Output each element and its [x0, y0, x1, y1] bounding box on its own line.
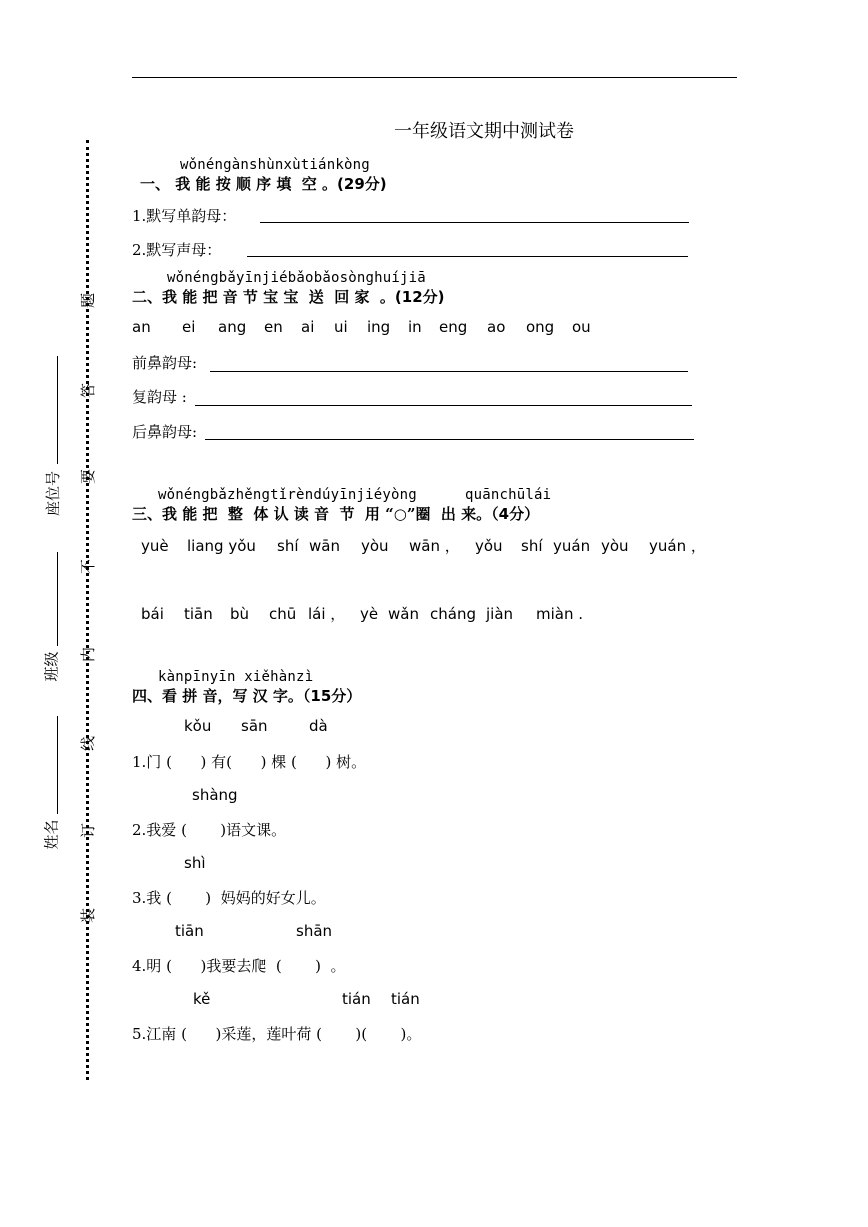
- section2-row2-answer-line[interactable]: [195, 386, 692, 406]
- syllable: eng: [439, 318, 468, 336]
- seat-number-line: [57, 356, 58, 464]
- section2-row2-label: 复韵母 :: [132, 388, 187, 406]
- item1-sentence[interactable]: 1.门 ( ) 有( ) 棵 ( ) 树。: [132, 753, 367, 771]
- item4-pinyin-1: tiān: [175, 922, 204, 940]
- pinyin-word[interactable]: cháng: [430, 605, 476, 623]
- pinyin-word[interactable]: shí: [521, 537, 543, 555]
- binding-char-4: 不: [79, 558, 98, 575]
- item2-sentence[interactable]: 2.我爱 ( )语文课。: [132, 821, 287, 839]
- section4-heading-text: 看 拼 音，写 汉 字。: [162, 687, 303, 705]
- item1-pinyin-3: dà: [309, 717, 328, 735]
- binding-char-3: 要: [79, 468, 98, 485]
- header-rule: [132, 77, 737, 78]
- binding-char-5: 内: [79, 646, 98, 663]
- syllable: en: [264, 318, 283, 336]
- section1-heading-prefix: 一、: [140, 175, 171, 193]
- section3-heading-score: （4分）: [491, 505, 540, 523]
- pinyin-word[interactable]: wǎn: [388, 605, 419, 623]
- item1-pinyin: [184, 717, 328, 735]
- section1-heading: [140, 173, 387, 194]
- section2-row1-label: 前鼻韵母:: [132, 354, 198, 372]
- section3-heading: [132, 503, 539, 524]
- binding-char-6: 线: [79, 735, 98, 752]
- pinyin-word[interactable]: yè: [360, 605, 379, 623]
- section3-heading-prefix: 三、: [132, 505, 163, 523]
- item5-sentence[interactable]: 5.江南 ( )采莲，莲叶荷 ( )( )。: [132, 1025, 422, 1043]
- syllable: ei: [182, 318, 196, 336]
- item3-sentence[interactable]: 3.我 ( ) 妈妈的好女儿。: [132, 889, 326, 907]
- binding-dotted-line: [86, 140, 89, 1080]
- section2-syllables: [132, 318, 591, 336]
- section2-row3-label: 后鼻韵母:: [132, 423, 198, 441]
- class-label: 班级: [42, 651, 61, 682]
- pinyin-word[interactable]: yuán ，: [649, 537, 706, 555]
- section1-q2: [132, 239, 221, 260]
- section2-row3-answer-line[interactable]: [205, 420, 694, 440]
- pinyin-word[interactable]: yòu: [361, 537, 389, 555]
- section1-heading-score: (29分): [337, 175, 387, 193]
- section4-heading: [132, 685, 361, 706]
- section2-row1-answer-line[interactable]: [210, 352, 688, 372]
- section1-q2-answer-line[interactable]: [247, 238, 688, 257]
- syllable: in: [408, 318, 422, 336]
- syllable: ui: [334, 318, 348, 336]
- pinyin-word[interactable]: tiān: [184, 605, 213, 623]
- binding-char-8: 装: [79, 907, 98, 924]
- section2-heading-text: 我 能 把 音 节 宝 宝 送 回 家 。: [162, 288, 395, 306]
- binding-char-2: 答: [79, 382, 98, 399]
- item5-pinyin: [193, 990, 420, 1008]
- item5-pinyin-1: kě: [193, 990, 211, 1008]
- page-title: 一年级语文期中测试卷: [394, 121, 574, 142]
- section2-pinyin: wǒnéngbǎyīnjiébǎobǎosònghuíjiā: [167, 270, 426, 286]
- class-line: [57, 552, 58, 646]
- section2-heading: [132, 286, 445, 307]
- pinyin-word[interactable]: lái ，: [308, 605, 346, 623]
- item3-pinyin: shì: [184, 854, 206, 872]
- syllable: ai: [301, 318, 315, 336]
- pinyin-word[interactable]: chū: [269, 605, 297, 623]
- section1-q1: [132, 205, 236, 226]
- seat-number-label: 座位号: [44, 470, 63, 517]
- pinyin-word[interactable]: yòu: [601, 537, 629, 555]
- pinyin-word[interactable]: yuè: [141, 537, 169, 555]
- pinyin-word[interactable]: wān ，: [409, 537, 460, 555]
- item5-pinyin-2: tián: [342, 990, 371, 1008]
- syllable: ao: [487, 318, 506, 336]
- section3-pinyin-a: wǒnéngbǎzhěngtǐrèndúyīnjiéyòng: [158, 487, 417, 503]
- pinyin-word[interactable]: wān: [309, 537, 340, 555]
- syllable: ing: [367, 318, 391, 336]
- item1-pinyin-1: kǒu: [184, 717, 212, 735]
- pinyin-word[interactable]: yuán: [553, 537, 591, 555]
- section1-q1-answer-line[interactable]: [260, 204, 689, 223]
- binding-char-1: 题: [79, 292, 98, 309]
- section1-heading-text: 我 能 按 顺 序 填 空 。: [175, 175, 338, 193]
- section3-line2: [141, 603, 583, 624]
- pinyin-word[interactable]: shí: [277, 537, 299, 555]
- item4-sentence[interactable]: 4.明 ( )我要去爬 ( ) 。: [132, 957, 346, 975]
- section1-q1-label: 1.默写单韵母：: [132, 207, 237, 225]
- pinyin-word[interactable]: yǒu: [475, 537, 503, 555]
- section2-heading-prefix: 二、: [132, 288, 163, 306]
- name-line: [57, 716, 58, 814]
- syllable: ou: [572, 318, 591, 336]
- section1-pinyin: wǒnéngànshùnxùtiánkòng: [180, 157, 370, 173]
- pinyin-word[interactable]: bù: [230, 605, 250, 623]
- pinyin-word[interactable]: bái: [141, 605, 164, 623]
- item4-pinyin-2: shān: [296, 922, 333, 940]
- section4-pinyin: kànpīnyīn xiěhànzì: [158, 669, 314, 685]
- section3-line1: [141, 535, 706, 556]
- syllable: ong: [526, 318, 555, 336]
- section3-heading-text: 我 能 把 整 体 认 读 音 节 用 “○”圈 出 来。: [162, 505, 492, 523]
- item5-pinyin-3: tián: [391, 990, 420, 1008]
- item1-pinyin-2: sān: [241, 717, 268, 735]
- section3-pinyin-b: quānchūlái: [465, 487, 552, 503]
- section1-q2-label: 2.默写声母：: [132, 241, 222, 259]
- section4-heading-score: （15分）: [302, 687, 362, 705]
- pinyin-word[interactable]: liang yǒu: [187, 537, 256, 555]
- name-label: 姓名: [42, 819, 61, 850]
- syllable: an: [132, 318, 151, 336]
- binding-char-7: 订: [79, 822, 98, 839]
- item4-pinyin: [175, 922, 332, 940]
- section2-heading-score: (12分): [394, 288, 445, 306]
- section4-heading-prefix: 四、: [132, 687, 163, 705]
- syllable: ang: [218, 318, 247, 336]
- item2-pinyin: shàng: [192, 786, 238, 804]
- pinyin-word[interactable]: miàn .: [536, 605, 584, 623]
- pinyin-word[interactable]: jiàn: [486, 605, 514, 623]
